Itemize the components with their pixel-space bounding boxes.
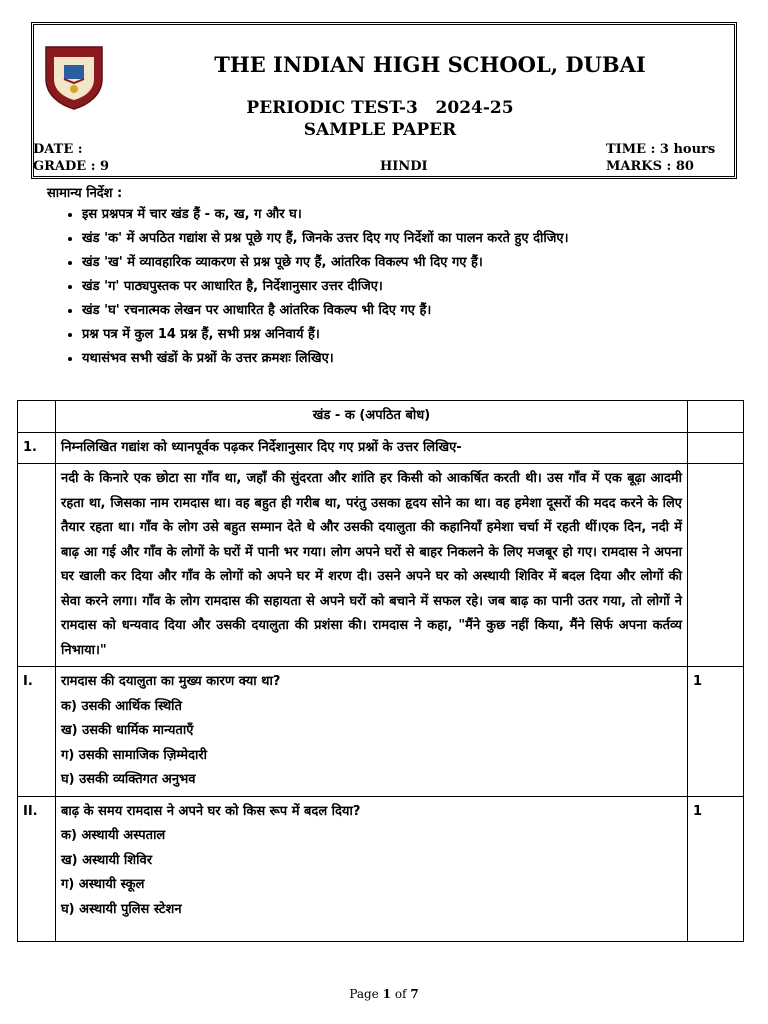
instruction-item: • प्रश्न पत्र में कुल 14 प्रश्न हैं, सभी प्रश्न अनिवार्य हैं। bbox=[82, 323, 742, 347]
instruction-item: • यथासंभव सभी खंडों के प्रश्नों के उत्तर क्रमशः लिखिए। bbox=[82, 347, 742, 371]
instruction-item: • खंड 'ख' में व्यावहारिक व्याकरण से प्रश्न पूछे गए हैं, आंतरिक विकल्प भी दिए गए हैं। bbox=[82, 251, 742, 275]
question-cell bbox=[56, 667, 688, 797]
option-d: घ) उसकी व्यक्तिगत अनुभव bbox=[61, 772, 196, 787]
question-number: 1. bbox=[18, 432, 56, 464]
instructions-list bbox=[64, 203, 742, 371]
option-a: क) उसकी आर्थिक स्थिति bbox=[61, 698, 182, 714]
page-footer bbox=[0, 987, 768, 1001]
marks-label: MARKS : 80 bbox=[606, 159, 694, 174]
question-number: I. bbox=[18, 667, 56, 797]
passage-text: नदी के किनारे एक छोटा सा गाँव था, जहाँ की सुंदरता और शांति हर किसी को आकर्षित करती थी। उस गाँव में एक बूढ़ा आदमी रहता था, जिसका नाम रामदास था। वह बहुत ही गरीब था, परंतु उसका हृदय सोने का था। वह हमेशा दूसरों की मदद करने के लिए तैयार रहता था। गाँव के लोग उसे बहुत सम्मान देते थे और उसकी दयालुता की कहानियाँ हमेशा चर्चा में रहती थीं।एक दिन, नदी में बाढ़ आ गई और गाँव के लोगों के घरों में पानी भर गया। लोग अपने घरों से बाहर निकलने के लिए मजबूर हो गए। रामदास ने अपना घर खाली कर दिया और गाँव के लोगों को अपने घर में शरण दी। उसने अपने घर को अस्थायी शिविर में बदल दिया और लोगों की सेवा करने लगा। गाँव के लोग रामदास की सहायता से अपने घरों को बचाने में सफल रहे। जब बाढ़ का पानी उतर गया, तो लोगों ने रामदास को धन्यवाद दिया और उसकी दयालुता की प्रशंसा की। रामदास ने कहा, "मैंने कुछ नहीं किया, मैंने सिर्फ अपना कर्तव्य निभाया।" bbox=[56, 464, 688, 667]
instructions-title: सामान्य निर्देश : bbox=[47, 186, 123, 201]
table-row bbox=[18, 667, 744, 797]
question-table bbox=[17, 400, 744, 942]
page-word: Page bbox=[349, 987, 379, 1001]
section-heading: खंड - क (अपठित बोध) bbox=[56, 401, 688, 433]
of-word: of bbox=[394, 987, 407, 1001]
page-total: 7 bbox=[410, 987, 419, 1001]
option-c: ग) उसकी सामाजिक ज़िम्मेदारी bbox=[61, 747, 208, 763]
question-instruction: निम्नलिखित गद्यांश को ध्यानपूर्वक पढ़कर निर्देशानुसार दिए गए प्रश्नों के उत्तर लिखिए- bbox=[56, 432, 688, 464]
table-row bbox=[18, 796, 744, 941]
paper-type: SAMPLE PAPER bbox=[303, 120, 457, 140]
test-name: PERIODIC TEST-3 2024-25 bbox=[246, 98, 514, 118]
question-number: II. bbox=[18, 796, 56, 941]
time-label: TIME : 3 hours bbox=[606, 142, 716, 157]
option-b: ख) उसकी धार्मिक मान्यताएँ bbox=[61, 723, 194, 738]
instruction-item: • इस प्रश्नपत्र में चार खंड हैं - क, ख, ग और घ। bbox=[82, 203, 742, 227]
question-cell bbox=[56, 796, 688, 941]
question-text: रामदास की दयालुता का मुख्य कारण क्या था? bbox=[61, 674, 281, 689]
table-row bbox=[18, 464, 744, 667]
page-number: 1 bbox=[382, 987, 391, 1001]
question-marks: 1 bbox=[688, 667, 744, 797]
option-d: घ) अस्थायी पुलिस स्टेशन bbox=[61, 901, 182, 917]
option-b: ख) अस्थायी शिविर bbox=[61, 852, 153, 868]
instruction-item: • खंड 'क' में अपठित गद्यांश से प्रश्न पूछे गए हैं, जिनके उत्तर दिए गए निर्देशों का पालन करते हुए दीजिए। bbox=[82, 227, 742, 251]
table-row bbox=[18, 432, 744, 464]
test-title bbox=[150, 97, 610, 141]
question-marks: 1 bbox=[688, 796, 744, 941]
option-c: ग) अस्थायी स्कूल bbox=[61, 877, 145, 892]
option-a: क) अस्थायी अस्पताल bbox=[61, 828, 166, 843]
subject-label: HINDI bbox=[380, 159, 428, 174]
instruction-item: • खंड 'ग' पाठ्यपुस्तक पर आधारित है, निर्देशानुसार उत्तर दीजिए। bbox=[82, 275, 742, 299]
school-crest-logo bbox=[40, 43, 108, 111]
school-name: THE INDIAN HIGH SCHOOL, DUBAI bbox=[214, 52, 646, 77]
date-label: DATE : bbox=[33, 142, 83, 157]
table-row bbox=[18, 401, 744, 433]
grade-label: GRADE : 9 bbox=[33, 159, 110, 174]
question-text: बाढ़ के समय रामदास ने अपने घर को किस रूप में बदल दिया? bbox=[61, 803, 361, 819]
instruction-item: • खंड 'घ' रचनात्मक लेखन पर आधारित है आंतरिक विकल्प भी दिए गए हैं। bbox=[82, 299, 742, 323]
